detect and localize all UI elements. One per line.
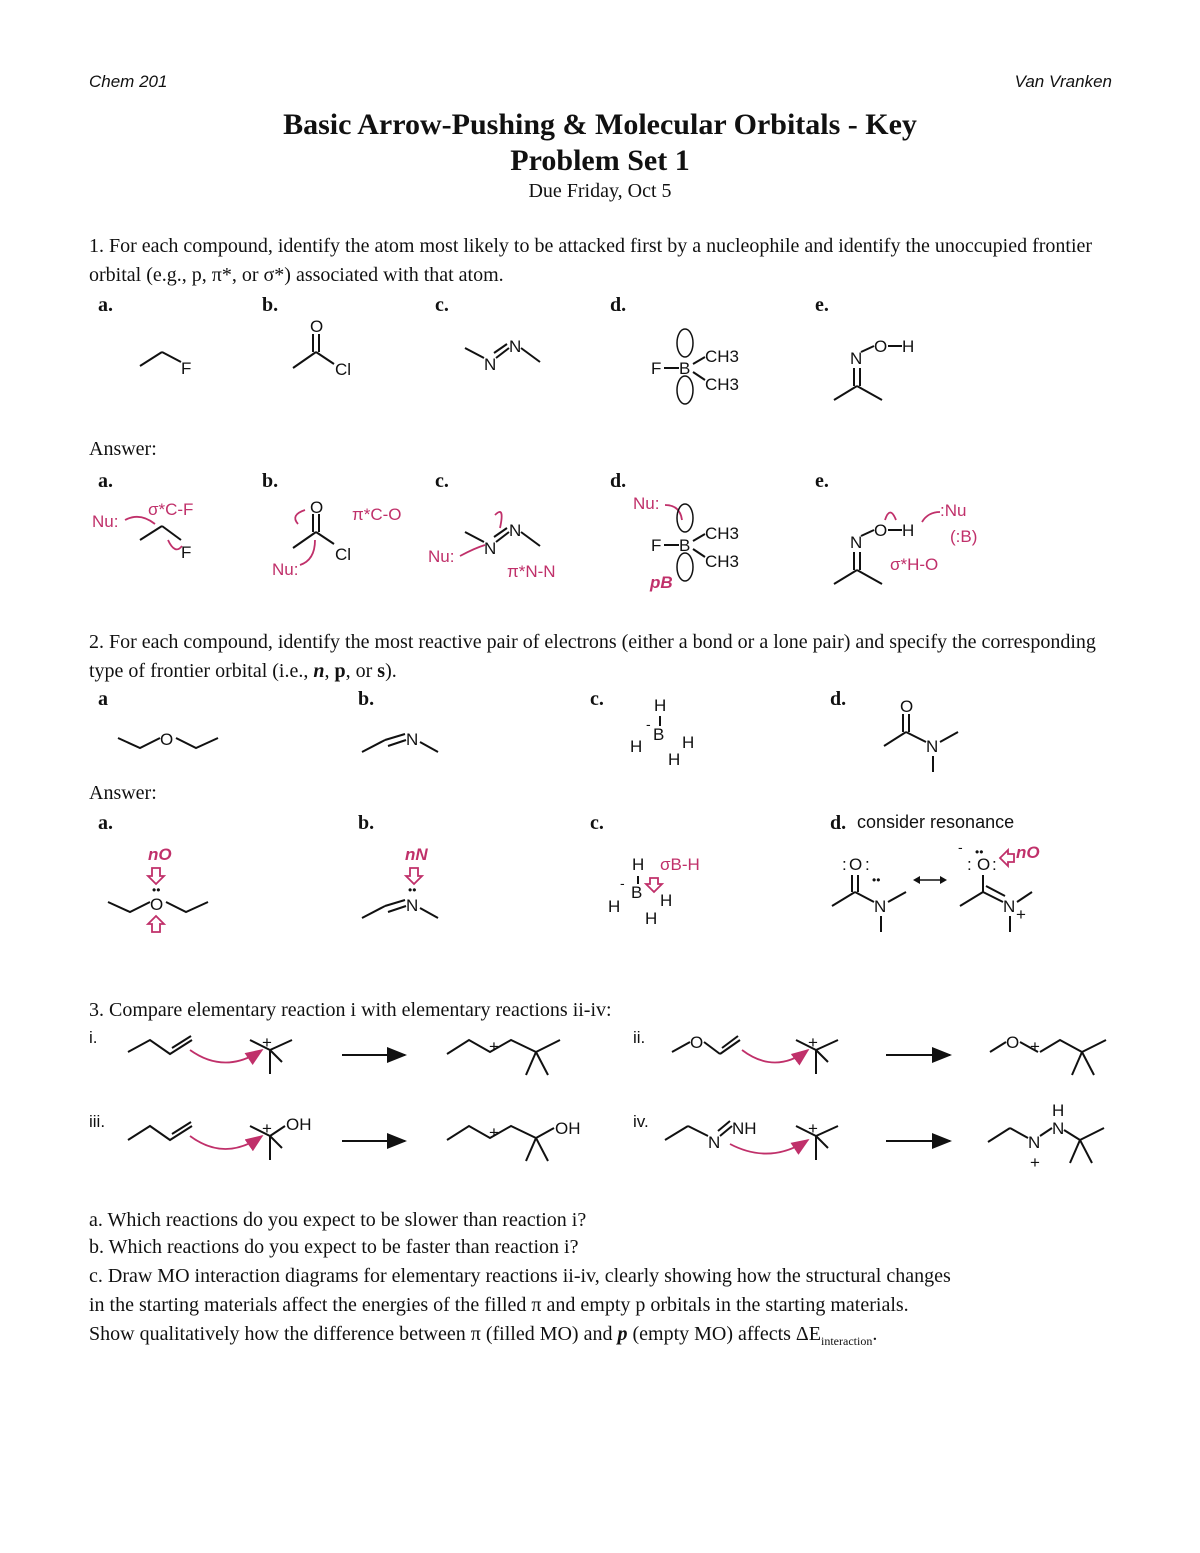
svg-text:H: H [682, 733, 695, 752]
svg-text:H: H [645, 909, 658, 928]
svg-text:σ*C-F: σ*C-F [148, 500, 194, 519]
q1-label-a: a. [98, 294, 113, 316]
svg-text:OH: OH [286, 1115, 312, 1134]
q3-part-b: b. Which reactions do you expect to be faster than reaction i? [89, 1236, 579, 1258]
reaction-iii [128, 1115, 581, 1161]
consider-resonance-note: consider resonance [857, 812, 1015, 832]
q2-answer-label: Answer: [89, 782, 157, 804]
svg-text:O: O [874, 521, 888, 540]
svg-text:Nu:: Nu: [428, 547, 455, 566]
svg-text:N: N [484, 355, 497, 374]
svg-text:H: H [902, 337, 915, 356]
svg-text:π*C-O: π*C-O [352, 505, 402, 524]
q1-label-c: c. [435, 294, 449, 316]
reaction-ii [672, 1033, 1106, 1075]
q1-ans-label-a: a. [98, 470, 113, 492]
svg-text:O: O [874, 337, 888, 356]
svg-text:O: O [160, 730, 174, 749]
q2-label-d: d. [830, 688, 847, 710]
svg-text:F: F [181, 543, 192, 562]
svg-text:N: N [708, 1133, 721, 1152]
svg-text:B: B [679, 536, 691, 555]
q2-ans-label-d: d. [830, 812, 847, 834]
svg-text:O: O [1006, 1033, 1020, 1052]
svg-text:N: N [484, 539, 497, 558]
svg-text:N: N [874, 897, 887, 916]
svg-text:B: B [679, 359, 691, 378]
svg-text:N: N [406, 730, 419, 749]
svg-text:Cl: Cl [335, 545, 352, 564]
svg-text:(:B): (:B) [950, 527, 978, 546]
q2-ans-label-c: c. [590, 812, 604, 834]
svg-text:O: O [900, 697, 914, 716]
svg-text:••: •• [408, 883, 417, 897]
svg-text:H: H [668, 750, 681, 769]
svg-text:N: N [1003, 897, 1016, 916]
svg-text:O: O [690, 1033, 704, 1052]
svg-text:N: N [509, 337, 522, 356]
svg-text:nN: nN [405, 845, 428, 864]
svg-text:CH3: CH3 [705, 347, 740, 366]
q3-part-c-line1: c. Draw MO interaction diagrams for elementary reactions ii-iv, clearly showing how the structural changes [89, 1265, 951, 1287]
q3-part-c-line3: Show qualitatively how the difference between π (filled MO) and p (empty MO) affects $\Delta E_{interaction}$. [89, 1323, 878, 1348]
q2-ans-label-a: a. [98, 812, 113, 834]
svg-text:-: - [620, 875, 625, 891]
svg-text:O: O [150, 895, 164, 914]
q1-ans-label-e: e. [815, 470, 829, 492]
svg-text:+: + [489, 1123, 499, 1142]
q1-label-d: d. [610, 294, 627, 316]
q1-ans-label-d: d. [610, 470, 627, 492]
svg-text:+: + [262, 1033, 272, 1052]
svg-text:+: + [262, 1119, 272, 1138]
q1-label-e: e. [815, 294, 829, 316]
svg-text:Cl: Cl [335, 360, 352, 379]
due-date: Due Friday, Oct 5 [528, 180, 672, 202]
svg-text:O: O [310, 317, 324, 336]
q1-ans-label-c: c. [435, 470, 449, 492]
course-label: Chem 201 [89, 72, 168, 91]
svg-text:nO: nO [148, 845, 172, 864]
svg-text:H: H [902, 521, 915, 540]
svg-text:σB-H: σB-H [660, 855, 700, 874]
svg-text:O: O [977, 855, 991, 874]
q1-label-b: b. [262, 294, 279, 316]
q2-ans-label-b: b. [358, 812, 375, 834]
svg-text:B: B [653, 725, 665, 744]
svg-text:O: O [849, 855, 863, 874]
svg-text:Nu:: Nu: [92, 512, 119, 531]
svg-text:CH3: CH3 [705, 524, 740, 543]
svg-text:H: H [632, 855, 645, 874]
q1a-f: F [181, 359, 192, 378]
svg-text::: : [967, 855, 972, 874]
svg-text:+: + [1030, 1037, 1040, 1056]
reaction-iv [665, 1101, 1104, 1172]
svg-text:+: + [808, 1119, 818, 1138]
svg-text:H: H [630, 737, 643, 756]
q3-label-i: i. [89, 1028, 98, 1047]
svg-text:N: N [509, 521, 522, 540]
q3-part-a: a. Which reactions do you expect to be slower than reaction i? [89, 1209, 587, 1231]
svg-text:H: H [1052, 1101, 1065, 1120]
svg-text:Nu:: Nu: [633, 494, 660, 513]
svg-text:••: •• [872, 873, 881, 887]
author-label: Van Vranken [1014, 72, 1112, 91]
svg-text:+: + [489, 1037, 499, 1056]
svg-text:N: N [850, 349, 863, 368]
svg-text:H: H [608, 897, 621, 916]
svg-text:N: N [850, 533, 863, 552]
q2-label-c: c. [590, 688, 604, 710]
question-2-text: 2. For each compound, identify the most reactive pair of electrons (either a bond or a lone pair) and specify the corresponding type of frontier orbital (i.e., n, p, or s). [89, 631, 1096, 682]
page-title: Basic Arrow-Pushing & Molecular Orbitals - Key [283, 108, 917, 141]
svg-text:F: F [651, 536, 662, 555]
question-1-text: 1. For each compound, identify the atom most likely to be attacked first by a nucleophile and identify the unoccupied frontier orbital (e.g., p, π*, or σ*) associated with that atom. [89, 235, 1093, 286]
svg-text::: : [865, 855, 870, 874]
q3-label-iii: iii. [89, 1112, 106, 1131]
svg-text:B: B [631, 883, 643, 902]
svg-text:N: N [406, 896, 419, 915]
q3-label-iv: iv. [633, 1112, 649, 1131]
q1-ans-label-b: b. [262, 470, 279, 492]
svg-text:N: N [926, 737, 939, 756]
svg-text:N: N [1052, 1119, 1065, 1138]
svg-text:nO: nO [1016, 843, 1040, 862]
svg-text:-: - [646, 716, 651, 732]
svg-text:+: + [1016, 905, 1026, 924]
q3-part-c-line2: in the starting materials affect the energies of the filled π and empty p orbitals in the starting materials. [89, 1294, 909, 1316]
svg-text:+: + [808, 1033, 818, 1052]
svg-text:Nu:: Nu: [272, 560, 299, 579]
q1-answer-label: Answer: [89, 438, 157, 460]
svg-text:CH3: CH3 [705, 375, 740, 394]
svg-text:+: + [1030, 1153, 1040, 1172]
svg-text:-: - [958, 839, 963, 855]
svg-text:••: •• [975, 845, 984, 859]
svg-text:CH3: CH3 [705, 552, 740, 571]
svg-text:H: H [654, 696, 667, 715]
svg-text:N: N [1028, 1133, 1041, 1152]
svg-text::Nu: :Nu [940, 501, 967, 520]
q3-label-ii: ii. [633, 1028, 646, 1047]
reaction-i [128, 1033, 560, 1075]
q2-label-a: a [98, 688, 108, 710]
svg-text:O: O [310, 498, 324, 517]
svg-text:σ*H-O: σ*H-O [890, 555, 939, 574]
page-subtitle: Problem Set 1 [510, 144, 690, 177]
svg-text::: : [992, 855, 997, 874]
svg-text::: : [842, 855, 847, 874]
svg-text:F: F [651, 359, 662, 378]
svg-text:OH: OH [555, 1119, 581, 1138]
svg-text:••: •• [152, 883, 161, 897]
svg-text:π*N-N: π*N-N [507, 562, 556, 581]
svg-text:H: H [660, 891, 673, 910]
q2-label-b: b. [358, 688, 375, 710]
svg-text:NH: NH [732, 1119, 757, 1138]
svg-text:pB: pB [650, 573, 673, 592]
question-3-text: 3. Compare elementary reaction i with elementary reactions ii-iv: [89, 999, 612, 1021]
